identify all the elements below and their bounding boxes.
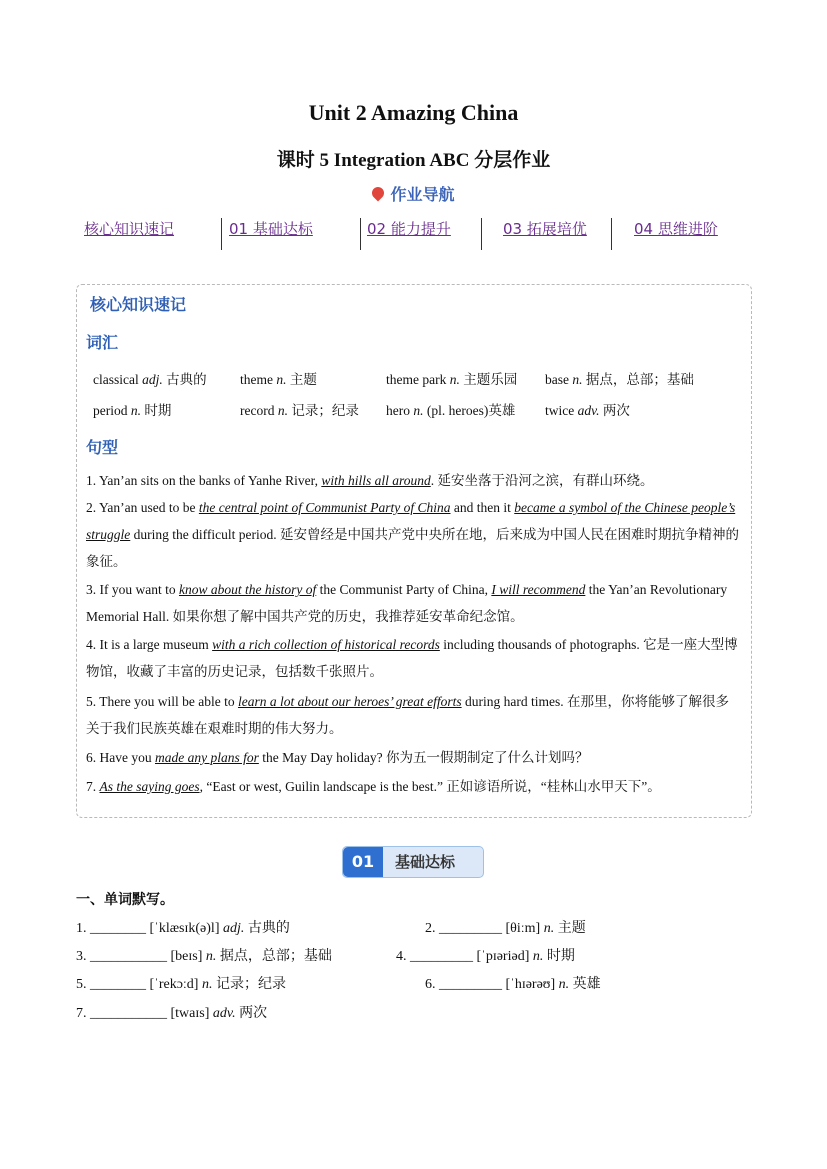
sentence-item: 6. Have you made any plans for the May Day holiday? 你为五一假期制定了什么计划吗？ — [86, 750, 589, 765]
exercise-heading: 一、单词默写。 — [76, 892, 174, 908]
vocab-item: period n. 时期 — [93, 403, 172, 418]
dictation-item: 4. _________ [ˈpɪəriəd] n. 时期 — [396, 949, 575, 964]
sentence-item: 4. It is a large museum with a rich collection of historical records including thousands of photographs. 它是一座大型博物馆，收藏了丰富的历史记录，包括数千张照片。 — [86, 637, 738, 679]
vocab-item: record n. 记录；纪录 — [240, 403, 359, 418]
nav-divider — [481, 218, 482, 250]
lesson-title: 课时 5 Integration ABC 分层作业 — [276, 150, 551, 171]
vocab-item: theme n. 主题 — [240, 372, 317, 387]
sentence-heading: 句型 — [86, 438, 119, 457]
nav-heading — [0, 182, 827, 205]
nav-heading-text: 作业导航 — [390, 185, 455, 204]
nav-link-03[interactable]: 03 拓展培优 — [503, 220, 587, 238]
dictation-item: 2. _________ [θiːm] n. 主题 — [425, 921, 586, 936]
dictation-item: 1. ________ [ˈklæsɪk(ə)l] adj. 古典的 — [76, 921, 290, 936]
section-label: 基础达标 — [395, 853, 456, 871]
sentence-item: 3. If you want to know about the history of the Communist Party of China, I will recommend the Yan’an Revolutionary Memorial Hall. 如果你想了解中国共产党的历史，我推荐延安革命纪念馆。 — [86, 582, 728, 624]
nav-divider — [611, 218, 612, 250]
location-pin-icon — [370, 185, 387, 202]
vocab-item: theme park n. 主题乐园 — [386, 372, 518, 387]
homework-nav — [84, 216, 744, 250]
nav-link-01[interactable]: 01 基础达标 — [229, 220, 313, 238]
dictation-item: 3. ___________ [beɪs] n. 据点，总部；基础 — [76, 949, 332, 964]
nav-link-core-knowledge[interactable]: 核心知识速记 — [84, 220, 175, 238]
dictation-item: 5. ________ [ˈrekɔːd] n. 记录；纪录 — [76, 977, 286, 992]
vocab-item: classical adj. 古典的 — [93, 372, 207, 387]
sentence-item: 1. Yan’an sits on the banks of Yanhe River, with hills all around. 延安坐落于沿河之滨，有群山环绕。 — [86, 473, 654, 488]
nav-link-02[interactable]: 02 能力提升 — [367, 220, 451, 238]
sentence-item: 2. Yan’an used to be the central point of Communist Party of China and then it became a symbol of the Chinese people’s struggle during the difficult period. 延安曾经是中国共产党中央所在地，后来成为中国人民在困难时期抗争精神的象征。 — [86, 500, 739, 569]
vocab-heading: 词汇 — [86, 333, 119, 352]
nav-link-04[interactable]: 04 思维进阶 — [634, 220, 718, 238]
vocab-item: hero n. (pl. heroes)英雄 — [386, 403, 516, 418]
knowledge-heading: 核心知识速记 — [90, 295, 187, 314]
section-number: 01 — [343, 847, 383, 877]
nav-divider — [221, 218, 222, 250]
dictation-item: 6. _________ [ˈhɪərəʊ] n. 英雄 — [425, 977, 601, 992]
section-01-badge — [342, 846, 484, 878]
sentence-item: 7. As the saying goes, “East or west, Guilin landscape is the best.” 正如谚语所说，“桂林山水甲天下”。 — [86, 779, 661, 794]
dictation-item: 7. ___________ [twaɪs] adv. 两次 — [76, 1006, 268, 1021]
nav-divider — [360, 218, 361, 250]
vocab-item: base n. 据点，总部；基础 — [545, 372, 694, 387]
unit-title: Unit 2 Amazing China — [308, 100, 519, 125]
sentence-item: 5. There you will be able to learn a lot about our heroes’ great efforts during hard times. 在那里，你将能够了解很多关于我们民族英雄在艰难时期的伟大努力。 — [86, 694, 729, 736]
vocab-item: twice adv. 两次 — [545, 403, 630, 418]
